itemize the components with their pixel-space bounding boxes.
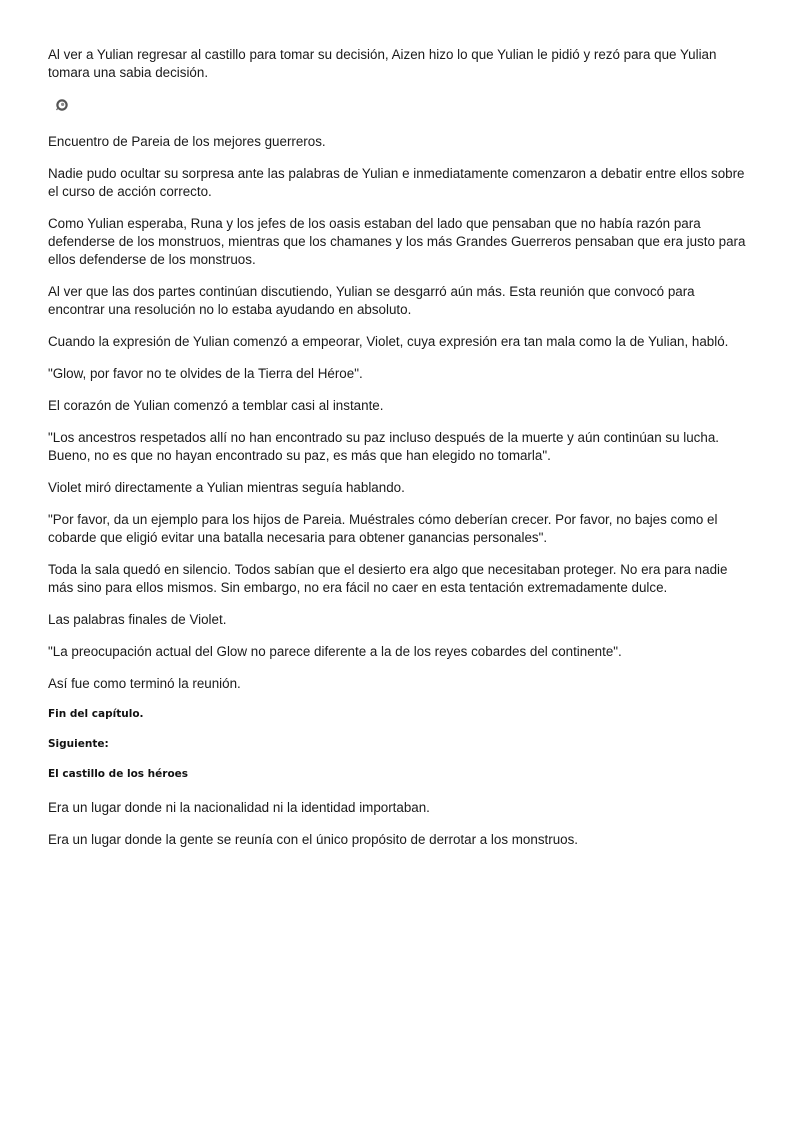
next-label: Siguiente: bbox=[48, 738, 109, 750]
paragraph: El corazón de Yulian comenzó a temblar casi al instante. bbox=[48, 398, 384, 413]
paragraph: Al ver que las dos partes continúan discutiendo, Yulian se desgarró aún más. Esta reunión que convocó para encontrar una resolución no lo estaba ayudando en absoluto. bbox=[48, 284, 695, 317]
paragraph: Las palabras finales de Violet. bbox=[48, 612, 227, 627]
paragraph: "Por favor, da un ejemplo para los hijos de Pareia. Muéstrales cómo deberían crecer. Por favor, no bajes como el cobarde que eligió evitar una batalla necesaria para obtener ganancias personales". bbox=[48, 512, 718, 545]
document-page bbox=[48, 46, 750, 863]
paragraph: Era un lugar donde ni la nacionalidad ni la identidad importaban. bbox=[48, 800, 430, 815]
paragraph: Así fue como terminó la reunión. bbox=[48, 676, 241, 691]
decorative-swirl-icon bbox=[55, 98, 69, 112]
paragraph: Como Yulian esperaba, Runa y los jefes de los oasis estaban del lado que pensaban que no había razón para defenderse de los monstruos, mientras que los chamanes y los más Grandes Guerreros pensaban que era justo para ellos defenderse de los monstruos. bbox=[48, 216, 746, 267]
next-chapter-title: El castillo de los héroes bbox=[48, 768, 189, 780]
paragraph: Cuando la expresión de Yulian comenzó a empeorar, Violet, cuya expresión era tan mala como la de Yulian, habló. bbox=[48, 334, 729, 349]
paragraph: Toda la sala quedó en silencio. Todos sabían que el desierto era algo que necesitaban proteger. No era para nadie más sino para ellos mismos. Sin embargo, no era fácil no caer en esta tentación extremadamente dulce. bbox=[48, 562, 728, 595]
paragraph: "Glow, por favor no te olvides de la Tierra del Héroe". bbox=[48, 366, 363, 381]
paragraph: "La preocupación actual del Glow no parece diferente a la de los reyes cobardes del continente". bbox=[48, 644, 622, 659]
paragraph: Encuentro de Pareia de los mejores guerreros. bbox=[48, 134, 326, 149]
paragraph: Al ver a Yulian regresar al castillo para tomar su decisión, Aizen hizo lo que Yulian le pidió y rezó para que Yulian tomara una sabia decisión. bbox=[48, 47, 717, 80]
paragraph: Nadie pudo ocultar su sorpresa ante las palabras de Yulian e inmediatamente comenzaron a debatir entre ellos sobre el curso de acción correcto. bbox=[48, 166, 745, 199]
paragraph: Violet miró directamente a Yulian mientras seguía hablando. bbox=[48, 480, 405, 495]
end-of-chapter-label: Fin del capítulo. bbox=[48, 708, 144, 720]
paragraph: "Los ancestros respetados allí no han encontrado su paz incluso después de la muerte y aún continúan su lucha. Bueno, no es que no hayan encontrado su paz, es más que han elegido no tomarla". bbox=[48, 430, 719, 463]
paragraph: Era un lugar donde la gente se reunía con el único propósito de derrotar a los monstruos. bbox=[48, 832, 579, 847]
